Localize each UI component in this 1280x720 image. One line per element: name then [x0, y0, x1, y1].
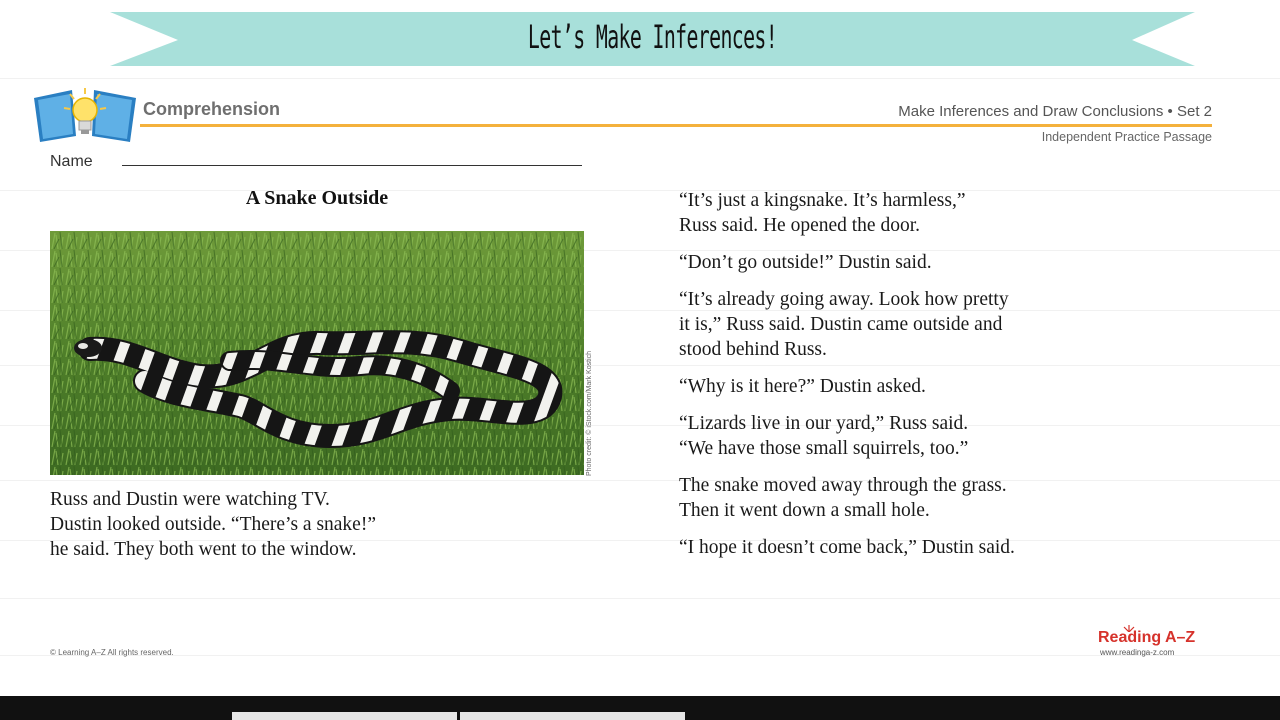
- grid-line: [0, 655, 1280, 656]
- text-line: Russ said. He opened the door.: [679, 215, 921, 236]
- taskbar-tab[interactable]: [460, 712, 685, 720]
- right-column: [679, 188, 1239, 572]
- text-line: “Why is it here?” Dustin asked.: [679, 376, 926, 397]
- grid-line: [0, 78, 1280, 79]
- taskbar-tab[interactable]: [232, 712, 457, 720]
- brand-url: www.readinga-z.com: [1100, 648, 1175, 657]
- name-line: [122, 165, 582, 166]
- reading-az-logo: [1098, 627, 1218, 659]
- text-line: “It’s already going away. Look how pretty: [679, 289, 1009, 310]
- text-line: “Don’t go outside!” Dustin said.: [679, 252, 932, 273]
- text-line: stood behind Russ.: [679, 339, 827, 360]
- text-line: “I hope it doesn’t come back,” Dustin said.: [679, 537, 1015, 558]
- brand-name: Reading A–Z: [1098, 629, 1196, 646]
- text-line: he said. They both went to the window.: [50, 539, 357, 560]
- text-line: Russ and Dustin were watching TV.: [50, 489, 330, 510]
- text-line: it is,” Russ said. Dustin came outside and: [679, 314, 1003, 335]
- text-line: Dustin looked outside. “There’s a snake!”: [50, 514, 376, 535]
- text-line: Then it went down a small hole.: [679, 500, 930, 521]
- paragraph: [679, 188, 1239, 238]
- paragraph: [679, 473, 1239, 523]
- bottom-bar: [0, 696, 1280, 720]
- paragraph: [679, 250, 1239, 275]
- paragraph: [679, 411, 1239, 461]
- grid-line: [0, 598, 1280, 599]
- paragraph: [679, 374, 1239, 399]
- text-line: “We have those small squirrels, too.”: [679, 438, 969, 459]
- left-paragraph: [50, 487, 610, 562]
- text-line: The snake moved away through the grass.: [679, 475, 1007, 496]
- paragraph: [679, 287, 1239, 362]
- name-label: Name: [50, 153, 93, 170]
- section-label: Comprehension: [143, 99, 281, 119]
- story-title: A Snake Outside: [245, 187, 389, 209]
- set-label: Make Inferences and Draw Conclusions • Set 2: [898, 103, 1212, 120]
- snake-photo: [50, 231, 584, 475]
- passage-type-label: Independent Practice Passage: [1041, 130, 1212, 144]
- title-banner: [110, 8, 1195, 68]
- copyright-text: © Learning A–Z All rights reserved.: [50, 648, 174, 657]
- text-line: “It’s just a kingsnake. It’s harmless,”: [679, 190, 966, 211]
- lightbulb-icon: [32, 86, 138, 144]
- header-rule: [140, 124, 1212, 127]
- banner-title: Let’s Make Inferences!: [527, 18, 778, 56]
- photo-credit: Photo credit: © iStock.com/Mark Kostich: [586, 351, 593, 476]
- paragraph: [679, 535, 1239, 560]
- text-line: “Lizards live in our yard,” Russ said.: [679, 413, 969, 434]
